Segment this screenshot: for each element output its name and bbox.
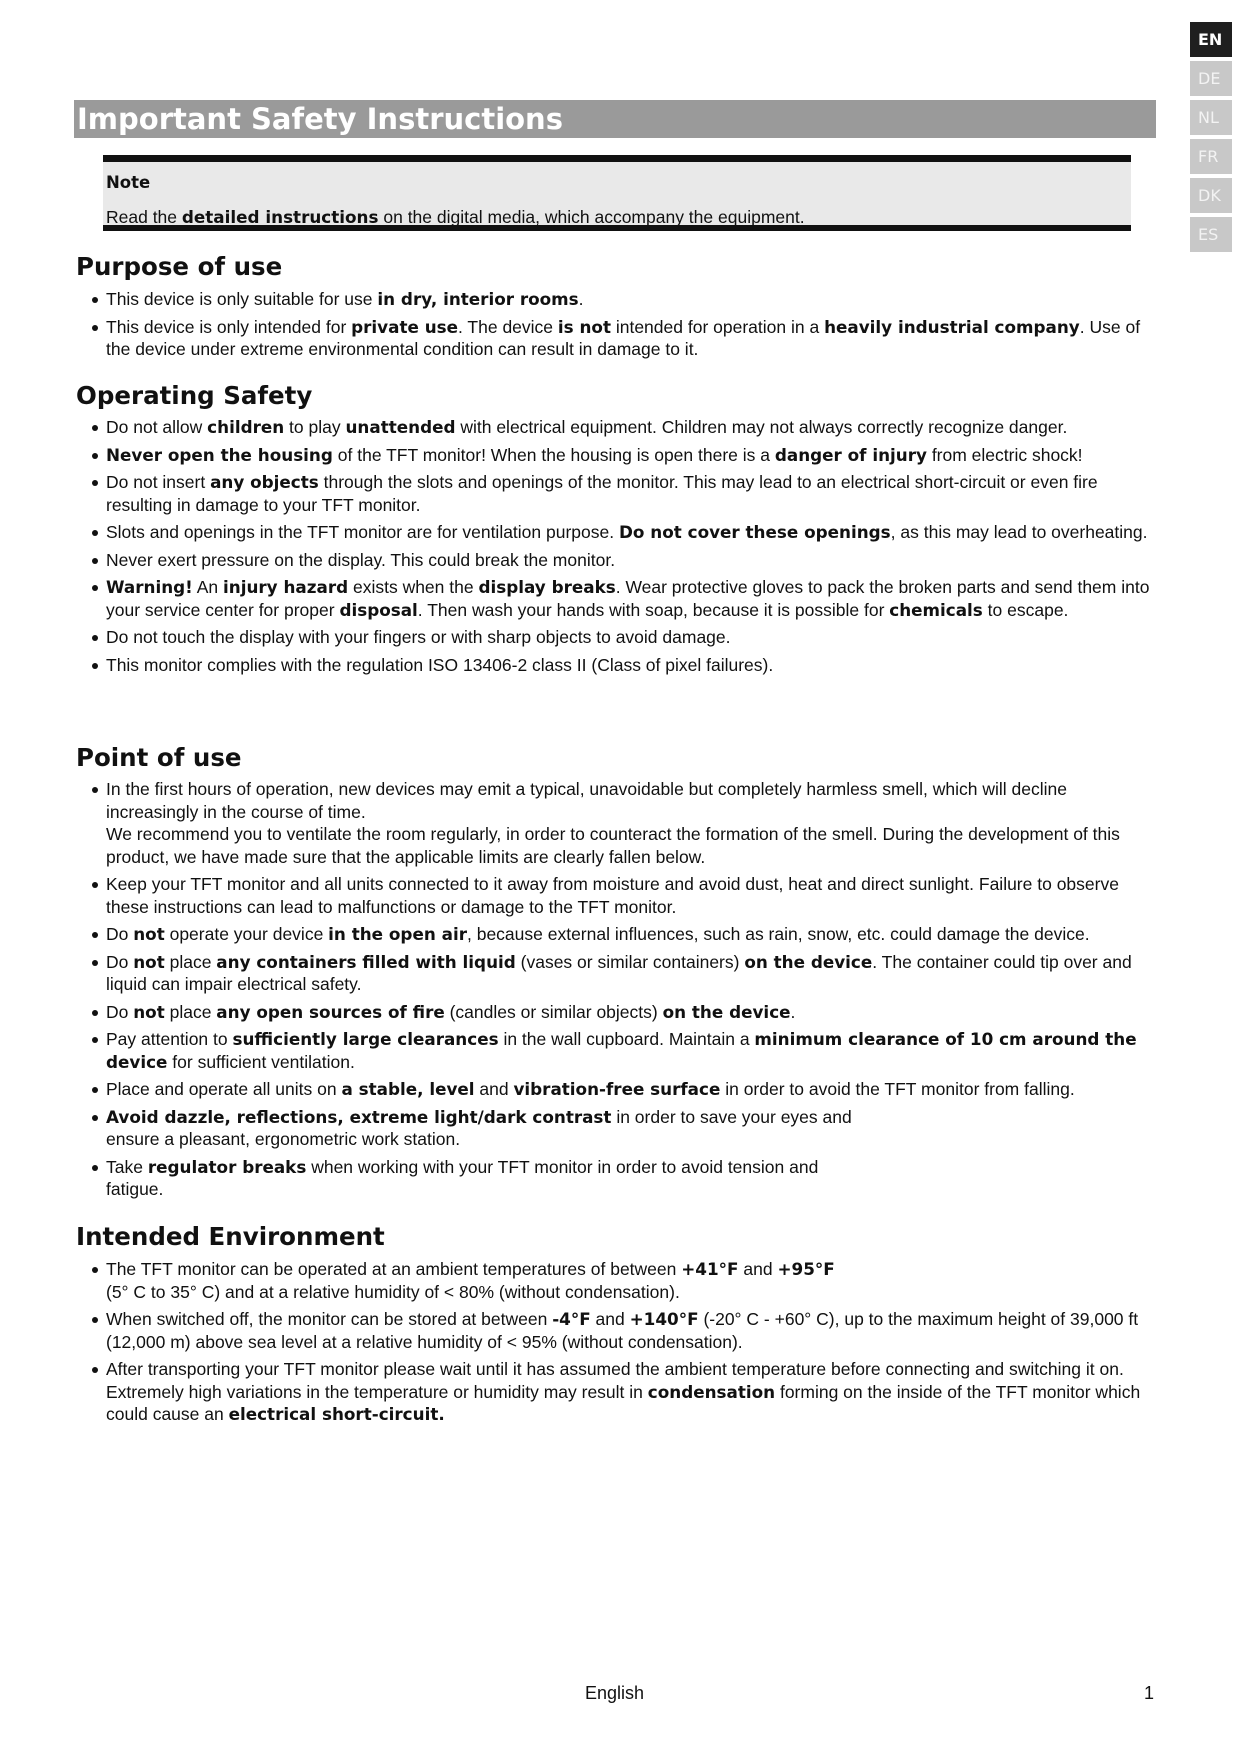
list-item: [88, 288, 1158, 311]
emphasis-text: -4°F: [552, 1309, 591, 1329]
list-item: [88, 316, 1158, 361]
item-text: ensure a pleasant, ergonometric work station.: [106, 1129, 461, 1149]
item-text: . The container could tip over and liquid can impair electrical safety.: [106, 951, 1132, 994]
emphasis-text: +140°F: [629, 1309, 699, 1329]
item-text: in order to save your eyes and: [611, 1106, 852, 1127]
section-list: [88, 778, 1158, 1206]
item-text: Do not touch the display with your fingers or with sharp objects to avoid damage.: [106, 627, 731, 647]
item-text: Do not insert: [106, 472, 211, 492]
section-heading-operating-safety: Operating Safety: [76, 381, 313, 410]
list-item: [88, 416, 1158, 439]
emphasis-text: Avoid dazzle, reflections, extreme light/dark contrast: [106, 1106, 612, 1127]
list-item: [88, 1078, 1158, 1101]
item-text: Do not allow: [106, 417, 208, 437]
item-text: An: [192, 577, 223, 597]
list-item: [88, 654, 1158, 677]
emphasis-text: minimum clearance of 10 cm around the device: [106, 1029, 1137, 1072]
item-text: (candles or similar objects): [444, 1001, 663, 1022]
item-text: We recommend you to ventilate the room regularly, in order to counteract the formation of the smell. During the development of this product, we have made sure that the applicable limits are clearly fallen below.: [106, 824, 1120, 867]
item-text: to play: [284, 417, 346, 437]
language-tab-dk[interactable]: DK: [1190, 178, 1232, 213]
note-heading: Note: [106, 173, 151, 192]
item-text: , because external influences, such as rain, snow, etc. could damage the device.: [466, 924, 1090, 944]
item-text: and: [590, 1309, 630, 1329]
item-text: Place and operate all units on: [106, 1079, 342, 1099]
note-text-part: Read the: [106, 207, 182, 227]
section-list: [88, 1258, 1158, 1431]
language-tab-de[interactable]: DE: [1190, 61, 1232, 96]
item-text: forming on the inside of the TFT monitor which could cause an: [106, 1381, 1141, 1424]
item-text: Do: [106, 1001, 134, 1022]
emphasis-text: a stable, level: [341, 1079, 475, 1099]
emphasis-text: in the open air: [328, 924, 467, 944]
item-text: in the wall cupboard. Maintain a: [498, 1029, 755, 1049]
list-item: [88, 576, 1158, 621]
item-text: with electrical equipment. Children may not always correctly recognize danger.: [455, 417, 1068, 437]
item-text: (vases or similar containers): [515, 951, 745, 972]
item-text: Do: [106, 951, 134, 972]
list-item: [88, 778, 1158, 868]
emphasis-text: +41°F: [681, 1259, 739, 1279]
emphasis-text: heavily industrial company: [824, 316, 1080, 337]
item-text: of the TFT monitor! When the housing is open there is a: [332, 444, 775, 465]
item-text: when working with your TFT monitor in order to avoid tension and: [306, 1156, 819, 1177]
item-text: This device is only suitable for use: [106, 289, 378, 309]
item-text: Keep your TFT monitor and all units connected to it away from moisture and avoid dust, heat and direct sunlight. Failure to observe these instructions can lead to malfunctions or damage to the TFT monitor.: [106, 874, 1119, 917]
list-item: [88, 873, 1158, 918]
emphasis-text: display breaks: [478, 577, 616, 597]
emphasis-text: on the device: [662, 1001, 791, 1022]
section-heading-purpose-of-use: Purpose of use: [76, 252, 283, 281]
emphasis-text: Warning!: [106, 577, 193, 597]
language-tab-es[interactable]: ES: [1190, 217, 1232, 252]
list-item: [88, 1028, 1158, 1073]
item-text: This device is only intended for: [106, 316, 352, 337]
item-text: In the first hours of operation, new devices may emit a typical, unavoidable but completely harmless smell, which will decline increasingly in the course of time.: [106, 779, 1068, 822]
list-item: [88, 626, 1158, 649]
page-title: Important Safety Instructions: [74, 100, 1156, 138]
emphasis-text: private use: [351, 316, 459, 337]
language-tabs: [1190, 22, 1232, 256]
emphasis-text: vibration-free surface: [513, 1079, 721, 1099]
emphasis-text: danger of injury: [774, 444, 927, 465]
language-tab-en[interactable]: EN: [1190, 22, 1232, 57]
emphasis-text: not: [133, 951, 165, 972]
emphasis-text: regulator breaks: [147, 1156, 307, 1177]
item-text: fatigue.: [106, 1179, 164, 1199]
item-text: Pay attention to: [106, 1029, 233, 1049]
emphasis-text: is not: [557, 316, 611, 337]
language-tab-fr[interactable]: FR: [1190, 139, 1232, 174]
item-text: for sufficient ventilation.: [167, 1051, 355, 1072]
item-text: Take: [106, 1156, 148, 1177]
emphasis-text: any open sources of fire: [216, 1001, 445, 1022]
emphasis-text: disposal: [339, 599, 418, 620]
list-item: [88, 1258, 1158, 1303]
item-text: Slots and openings in the TFT monitor are for ventilation purpose.: [106, 522, 619, 542]
emphasis-text: on the device: [744, 951, 873, 972]
emphasis-text: in dry, interior rooms: [377, 289, 579, 309]
item-text: operate your device: [164, 924, 329, 944]
item-text: place: [164, 1001, 217, 1022]
list-item: [88, 1001, 1158, 1024]
footer-page-number: 1: [1144, 1683, 1155, 1703]
section-list: [88, 416, 1158, 681]
emphasis-text: not: [133, 924, 165, 944]
item-text: in order to avoid the TFT monitor from falling.: [720, 1079, 1075, 1099]
note-text: [106, 207, 805, 228]
language-tab-nl[interactable]: NL: [1190, 100, 1232, 135]
item-text: Never exert pressure on the display. This could break the monitor.: [106, 549, 616, 570]
emphasis-text: unattended: [345, 417, 456, 437]
item-text: through the slots and openings of the monitor. This may lead to an electrical short-circuit or even fire resulting in damage to your TFT monitor.: [106, 472, 1098, 515]
list-item: [88, 471, 1158, 516]
item-text: . The device: [458, 316, 558, 337]
item-text: from electric shock!: [926, 444, 1083, 465]
emphasis-text: Never open the housing: [106, 444, 333, 465]
list-item: [88, 444, 1158, 467]
emphasis-text: sufficiently large clearances: [232, 1029, 499, 1049]
list-item: [88, 1156, 1158, 1201]
emphasis-text: injury hazard: [223, 577, 349, 597]
item-text: . Then wash your hands with soap, because it is possible for: [417, 599, 890, 620]
list-item: [88, 549, 1158, 572]
list-item: [88, 1308, 1158, 1353]
item-text: and: [738, 1259, 778, 1279]
item-text: (5° C to 35° C) and at a relative humidity of < 80% (without condensation).: [106, 1281, 680, 1302]
list-item: [88, 923, 1158, 946]
emphasis-text: any containers filled with liquid: [216, 951, 516, 972]
footer-language-label: English: [585, 1683, 645, 1703]
item-text: .: [790, 1001, 796, 1022]
item-text: . Use of the device under extreme environmental condition can result in damage to it.: [106, 316, 1141, 359]
item-text: After transporting your TFT monitor please wait until it has assumed the ambient temperature before connecting and switching it on. Extremely high variations in the temperature or humidity may result in: [106, 1359, 1124, 1402]
emphasis-text: +95°F: [777, 1259, 835, 1279]
item-text: to escape.: [982, 599, 1069, 620]
emphasis-text: any objects: [210, 472, 319, 492]
emphasis-text: condensation: [647, 1381, 776, 1402]
section-heading-point-of-use: Point of use: [76, 743, 242, 772]
item-text: .: [578, 289, 584, 309]
emphasis-text: chemicals: [889, 599, 983, 620]
list-item: [88, 1106, 1158, 1151]
item-text: This monitor complies with the regulation ISO 13406-2 class II (Class of pixel failures).: [106, 654, 774, 675]
note-box: [103, 155, 1131, 231]
item-text: The TFT monitor can be operated at an ambient temperatures of between: [106, 1259, 682, 1279]
item-text: Do: [106, 924, 134, 944]
item-text: (-20° C - +60° C), up to the maximum height of 39,000 ft (12,000 m) above sea level at a relative humidity of < 95% (without condensation).: [106, 1309, 1139, 1352]
emphasis-text: electrical short-circuit.: [228, 1404, 445, 1424]
item-text: place: [164, 951, 217, 972]
emphasis-text: Do not cover these openings: [618, 522, 891, 542]
item-text: . Wear protective gloves to pack the broken parts and send them into your service center for proper: [106, 577, 1150, 620]
section-heading-intended-environment: Intended Environment: [76, 1222, 385, 1251]
emphasis-text: children: [207, 417, 285, 437]
list-item: [88, 521, 1158, 544]
item-text: intended for operation in a: [610, 316, 825, 337]
list-item: [88, 1358, 1158, 1426]
note-text-part: on the digital media, which accompany the equipment.: [378, 207, 805, 227]
note-text-emphasis: detailed instructions: [181, 207, 379, 227]
item-text: exists when the: [348, 577, 479, 597]
item-text: When switched off, the monitor can be stored at between: [106, 1309, 553, 1329]
item-text: , as this may lead to overheating.: [890, 522, 1148, 542]
emphasis-text: not: [133, 1001, 165, 1022]
list-item: [88, 951, 1158, 996]
item-text: and: [474, 1079, 514, 1099]
section-list: [88, 288, 1158, 366]
